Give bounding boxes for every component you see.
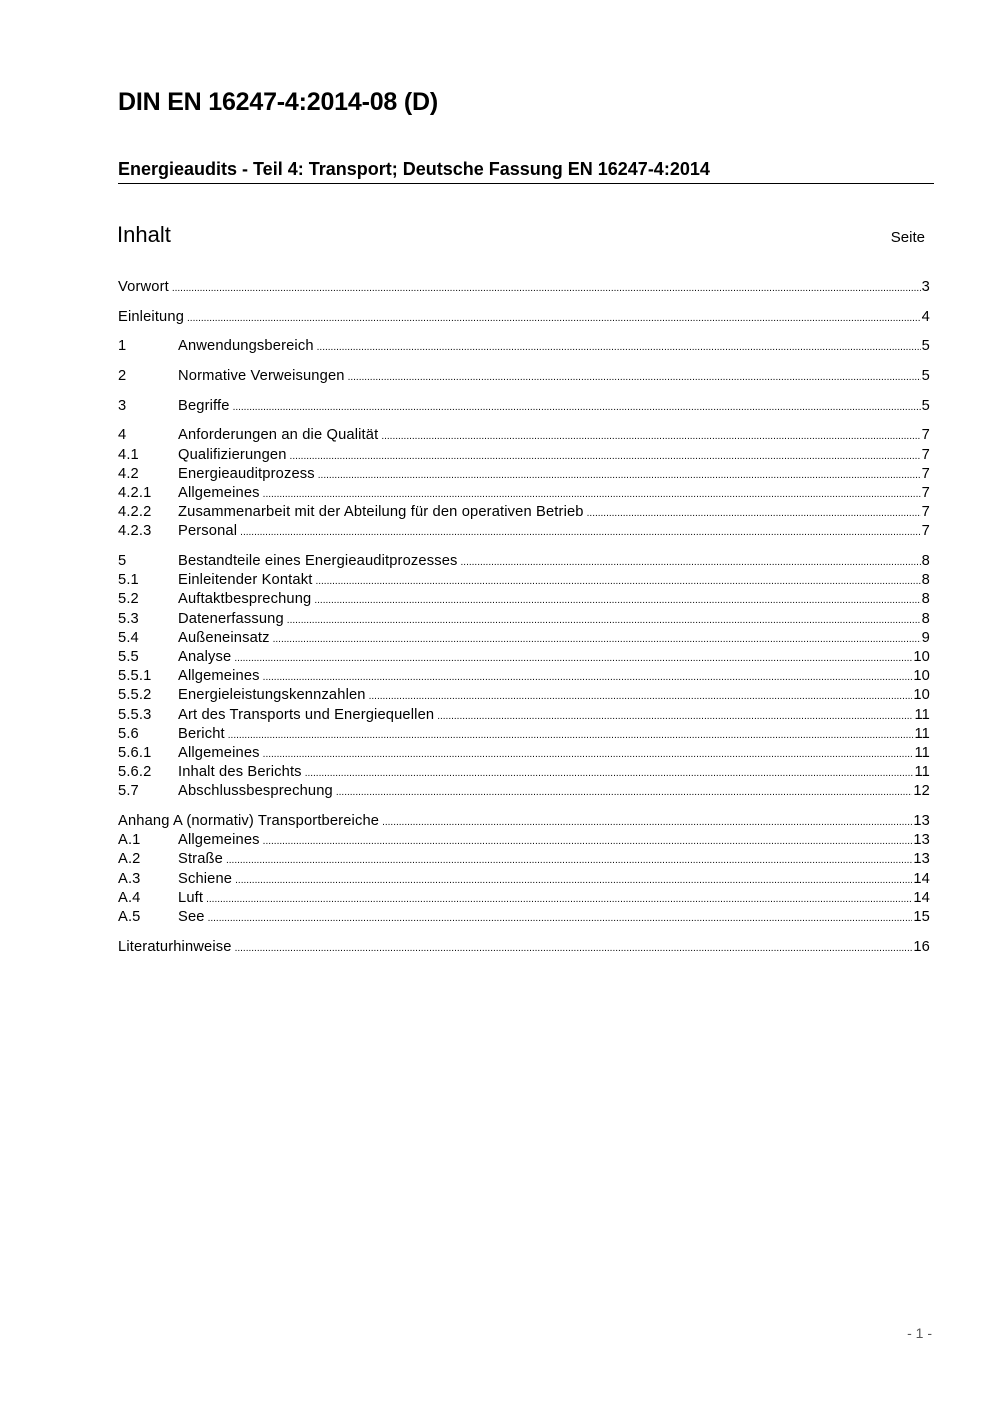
toc-entry-number: A.1 [118,832,141,849]
toc-entry-title: Zusammenarbeit mit der Abteilung für den operativen Betrieb [178,504,584,521]
toc-group [118,278,930,297]
toc-entry-page: 7 [921,465,930,482]
toc-dot-leader [369,686,913,706]
toc-entry-page: 13 [913,851,930,868]
toc-entry[interactable] [118,278,930,297]
toc-entry-title: Personal [178,523,238,540]
toc-dot-leader [336,782,912,802]
toc-entry[interactable] [118,686,930,705]
toc-dot-leader [315,571,920,591]
toc-entry[interactable] [118,889,930,908]
toc-entry[interactable] [118,552,930,571]
toc-entry-page: 12 [913,783,930,800]
toc-group [118,812,930,927]
toc-entry[interactable] [118,938,930,957]
toc-entry-number: 5.2 [118,591,139,608]
toc-entry[interactable] [118,610,930,629]
toc-entry[interactable] [118,870,930,889]
toc-dot-leader [381,426,920,446]
toc-entry-title: Allgemeines [178,485,260,501]
toc-dot-leader [263,831,913,851]
toc-entry[interactable] [118,465,930,484]
toc-dot-leader [317,337,921,357]
toc-entry-number: A.5 [118,908,141,925]
toc-group [118,367,930,386]
toc-dot-leader [382,812,912,832]
toc-entry-page: 15 [913,908,930,925]
toc-entry-page: 11 [914,744,930,761]
toc-entry-page: 10 [913,649,930,665]
toc-entry-title: Anhang A (normativ) Transportbereiche [118,813,380,829]
toc-entry[interactable] [118,446,930,465]
toc-entry-title: Abschlussbesprechung [178,783,333,800]
toc-dot-leader [437,706,913,726]
toc-entry-title: Allgemeines [178,832,260,849]
page-number: - 1 - [907,1325,932,1341]
toc-entry-title: Energieleistungskennzahlen [178,687,366,704]
toc-dot-leader [235,870,912,890]
toc-entry-title: Schiene [178,870,233,887]
toc-dot-leader [208,908,913,928]
toc-entry-title: Art des Transports und Energiequellen [178,706,435,723]
toc-entry-page: 7 [921,446,930,463]
toc-dot-leader [187,308,921,328]
toc-entry[interactable] [118,337,930,356]
toc-entry-number: A.3 [118,870,141,887]
toc-dot-leader [233,397,921,417]
toc-entry[interactable] [118,908,930,927]
toc-entry[interactable] [118,590,930,609]
toc-dot-leader [240,522,921,542]
toc-entry-title: Anforderungen an die Qualität [178,427,379,444]
toc-entry-number: 1 [118,338,127,355]
toc-entry-page: 13 [913,832,930,849]
header-divider [118,183,934,184]
toc-dot-leader [287,610,921,630]
toc-entry[interactable] [118,484,930,503]
toc-entry[interactable] [118,367,930,386]
toc-entry-title: Qualifizierungen [178,446,287,463]
toc-entry-number: 3 [118,397,127,414]
table-of-contents [118,278,930,967]
toc-entry-title: Luft [178,889,204,906]
toc-entry-title: Literaturhinweise [118,938,232,955]
toc-entry-page: 11 [914,764,930,781]
toc-dot-leader [318,465,921,485]
toc-entry-page: 8 [921,610,930,627]
toc-entry-title: See [178,908,205,925]
toc-entry[interactable] [118,397,930,416]
toc-entry-number: 5.6.2 [118,764,152,781]
toc-dot-leader [263,744,914,764]
toc-entry-number: 5 [118,553,127,570]
toc-group [118,397,930,416]
toc-dot-leader [228,725,914,745]
toc-entry-number: 4.2.1 [118,485,152,501]
toc-entry-page: 10 [913,687,930,704]
toc-entry[interactable] [118,648,930,667]
toc-entry-title: Energieauditprozess [178,465,315,482]
toc-entry-title: Bericht [178,725,225,742]
toc-entry[interactable] [118,503,930,522]
toc-entry-page: 7 [921,523,930,540]
toc-group [118,552,930,801]
toc-entry-page: 3 [921,279,930,295]
toc-entry-title: Allgemeines [178,668,260,685]
toc-entry[interactable] [118,571,930,590]
toc-dot-leader [273,629,921,649]
toc-entry-number: 5.7 [118,783,139,800]
toc-entry-number: 5.6 [118,725,139,742]
toc-group [118,337,930,356]
toc-dot-leader [206,889,912,909]
toc-entry-number: 4 [118,427,127,444]
toc-entry-title: Bestandteile eines Energieauditprozesses [178,553,458,570]
toc-entry-page: 7 [921,427,930,444]
toc-entry-page: 4 [921,308,930,325]
toc-dot-leader [263,667,913,687]
toc-entry-title: Datenerfassung [178,610,284,627]
toc-entry[interactable] [118,782,930,801]
document-title: DIN EN 16247-4:2014-08 (D) [118,88,438,116]
toc-entry-title: Begriffe [178,397,230,414]
toc-entry-number: 5.6.1 [118,744,152,761]
toc-dot-leader [290,446,921,466]
toc-entry-page: 10 [913,668,930,685]
toc-entry-page: 14 [913,870,930,887]
toc-dot-leader [314,590,920,610]
toc-entry-page: 7 [921,485,930,501]
toc-entry-number: 5.5.1 [118,668,152,685]
toc-entry-page: 5 [921,338,930,355]
toc-entry[interactable] [118,812,930,831]
toc-entry-page: 8 [921,591,930,608]
page-column-label: Seite [890,229,925,246]
toc-entry-number: 5.5.2 [118,687,152,704]
document-subtitle: Energieaudits - Teil 4: Transport; Deutsche Fassung EN 16247-4:2014 [118,159,710,179]
toc-entry-page: 5 [921,368,930,385]
toc-entry-page: 7 [921,504,930,521]
toc-dot-leader [226,850,912,870]
toc-entry-title: Straße [178,851,223,868]
toc-entry[interactable] [118,831,930,850]
contents-heading: Inhalt [117,222,171,247]
toc-entry-number: A.4 [118,889,141,906]
toc-entry-title: Einleitender Kontakt [178,572,313,589]
toc-entry[interactable] [118,744,930,763]
toc-entry[interactable] [118,629,930,648]
toc-entry-number: 2 [118,368,127,385]
toc-entry-title: Normative Verweisungen [178,368,345,385]
toc-entry-number: 5.4 [118,629,139,646]
toc-group [118,938,930,957]
toc-entry-number: 5.1 [118,572,139,589]
toc-group [118,308,930,327]
toc-entry[interactable] [118,522,930,541]
toc-entry-title: Allgemeines [178,744,260,761]
toc-entry-number: 4.2 [118,465,139,482]
toc-dot-leader [587,503,921,523]
toc-entry-page: 13 [913,813,930,829]
toc-entry[interactable] [118,725,930,744]
toc-dot-leader [461,552,921,572]
toc-entry-page: 11 [914,706,930,723]
toc-entry-title: Außeneinsatz [178,629,270,646]
toc-dot-leader [172,278,921,298]
toc-entry-page: 8 [921,553,930,570]
toc-entry-page: 5 [921,397,930,414]
toc-entry-number: 5.5 [118,649,139,665]
toc-entry-number: 4.1 [118,446,139,463]
toc-dot-leader [348,367,921,387]
toc-entry[interactable] [118,667,930,686]
toc-entry-number: 5.5.3 [118,706,152,723]
toc-entry-title: Anwendungsbereich [178,338,314,355]
toc-entry[interactable] [118,850,930,869]
toc-entry-title: Auftaktbesprechung [178,591,312,608]
toc-entry-title: Inhalt des Berichts [178,764,302,781]
toc-entry[interactable] [118,706,930,725]
toc-entry-page: 9 [921,629,930,646]
toc-entry-page: 8 [921,572,930,589]
toc-dot-leader [235,938,913,958]
toc-entry[interactable] [118,308,930,327]
toc-entry-number: A.2 [118,851,141,868]
toc-dot-leader [305,763,914,783]
toc-entry-page: 16 [913,938,930,955]
toc-entry-title: Analyse [178,649,232,665]
toc-entry-page: 14 [913,889,930,906]
toc-entry-number: 4.2.2 [118,504,152,521]
toc-entry[interactable] [118,426,930,445]
toc-dot-leader [263,484,921,504]
toc-entry-page: 11 [914,725,930,742]
toc-entry-number: 4.2.3 [118,523,152,540]
toc-dot-leader [234,648,912,668]
toc-entry[interactable] [118,763,930,782]
toc-entry-number: 5.3 [118,610,139,627]
toc-entry-title: Vorwort [118,279,169,295]
toc-group [118,426,930,541]
toc-entry-title: Einleitung [118,308,185,325]
